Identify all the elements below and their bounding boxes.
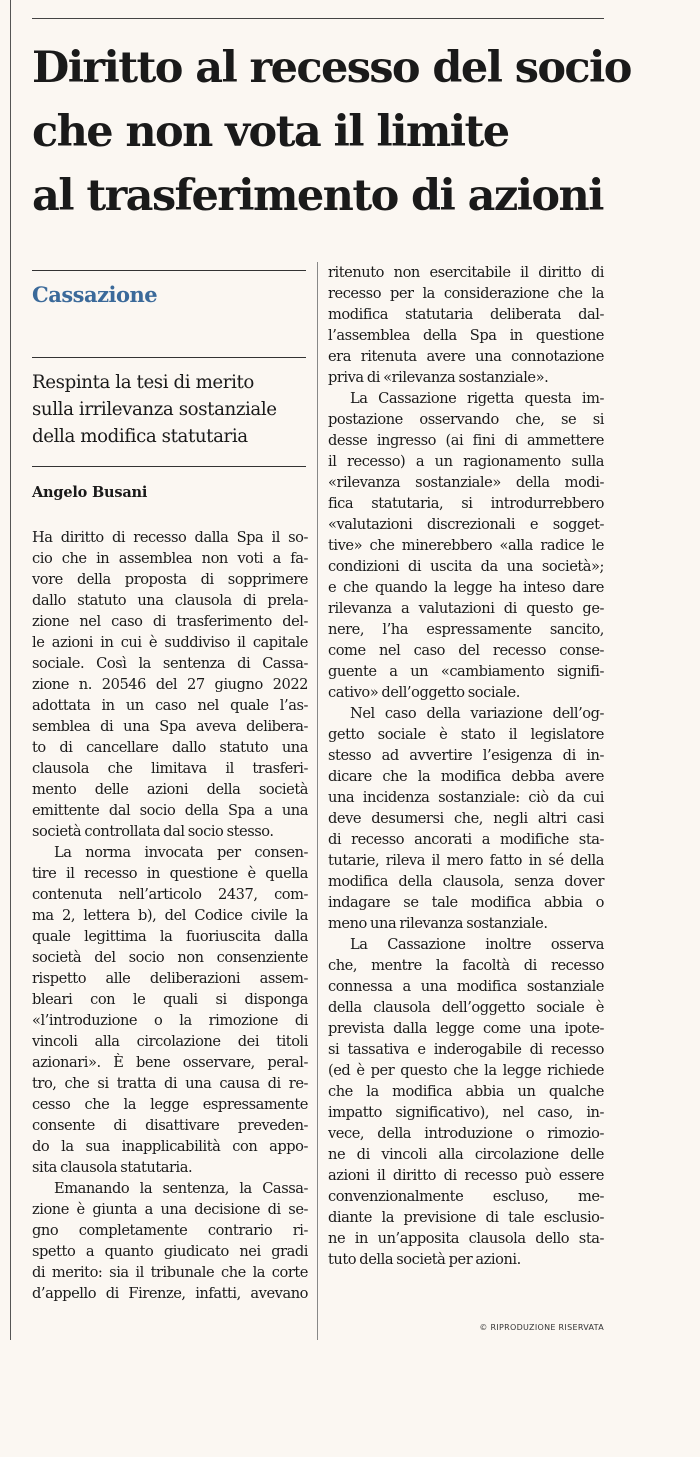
text-line: «l’introduzione o la rimozione di bbox=[32, 1012, 308, 1029]
text-line: (ed è per questo che la legge richiede bbox=[328, 1062, 604, 1079]
text-line: azioni il diritto di recesso può essere bbox=[328, 1167, 604, 1184]
text-line: cativo» dell’oggetto sociale. bbox=[328, 684, 520, 701]
text-line: semblea di una Spa aveva delibera- bbox=[32, 718, 308, 735]
author-byline: Angelo Busani bbox=[32, 484, 148, 501]
text-line: vore della proposta di sopprimere bbox=[32, 571, 308, 588]
body-column-2 bbox=[328, 262, 604, 1270]
text-line: nere, l’ha espressamente sancito, bbox=[328, 621, 604, 638]
text-line: cesso che la legge espressamente bbox=[32, 1096, 308, 1113]
text-line: «rilevanza sostanziale» della modi- bbox=[328, 474, 604, 491]
left-border-rule bbox=[10, 0, 11, 1340]
text-line: di merito: sia il tribunale che la corte bbox=[32, 1264, 308, 1281]
text-line: deve desumersi che, negli altri casi bbox=[328, 810, 604, 827]
text-line: Ha diritto di recesso dalla Spa il so- bbox=[32, 529, 308, 546]
headline bbox=[32, 36, 631, 228]
text-line: le azioni in cui è suddiviso il capitale bbox=[32, 634, 308, 651]
text-line: società del socio non consenziente bbox=[32, 949, 308, 966]
headline-line: che non vota il limite bbox=[32, 107, 509, 157]
subheadline-line: Respinta la tesi di merito bbox=[32, 372, 254, 393]
section-rule-bottom bbox=[32, 357, 306, 358]
text-line: sociale. Così la sentenza di Cassa- bbox=[32, 655, 308, 672]
text-line: zione è giunta a una decisione di se- bbox=[32, 1201, 308, 1218]
text-line: diante la previsione di tale esclusio- bbox=[328, 1209, 604, 1226]
text-line: zione n. 20546 del 27 giugno 2022 bbox=[32, 676, 308, 693]
text-line: l’assemblea della Spa in questione bbox=[328, 327, 604, 344]
text-line: di recesso ancorati a modifiche sta- bbox=[328, 831, 604, 848]
text-line: postazione osservando che, se si bbox=[328, 411, 604, 428]
text-line: La Cassazione rigetta questa im- bbox=[350, 390, 604, 407]
text-line: zione nel caso di trasferimento del- bbox=[32, 613, 308, 630]
text-line: clausola che limitava il trasferi- bbox=[32, 760, 308, 777]
text-line: dallo statuto una clausola di prela- bbox=[32, 592, 308, 609]
headline-line: Diritto al recesso del socio bbox=[32, 43, 631, 93]
subheadline bbox=[32, 369, 322, 450]
text-line: azionari». È bene osservare, peral- bbox=[32, 1054, 308, 1071]
text-line: priva di «rilevanza sostanziale». bbox=[328, 369, 549, 386]
text-line: tro, che si tratta di una causa di re- bbox=[32, 1075, 308, 1092]
text-line: ne in un’apposita clausola dello sta- bbox=[328, 1230, 604, 1247]
text-line: il recesso) a un ragionamento sulla bbox=[328, 453, 604, 470]
text-line: che, mentre la facoltà di recesso bbox=[328, 957, 604, 974]
text-line: modifica statutaria deliberata dal- bbox=[328, 306, 604, 323]
text-line: cio che in assemblea non voti a fa- bbox=[32, 550, 308, 567]
text-line: ritenuto non esercitabile il diritto di bbox=[328, 264, 604, 281]
text-line: getto sociale è stato il legislatore bbox=[328, 726, 604, 743]
text-line: meno una rilevanza sostanziale. bbox=[328, 915, 548, 932]
text-line: contenuta nell’articolo 2437, com- bbox=[32, 886, 308, 903]
top-rule bbox=[32, 18, 604, 19]
text-line: desse ingresso (ai fini di ammettere bbox=[328, 432, 604, 449]
text-line: e che quando la legge ha inteso dare bbox=[328, 579, 604, 596]
text-line: impatto significativo), nel caso, in- bbox=[328, 1104, 604, 1121]
text-line: rispetto alle deliberazioni assem- bbox=[32, 970, 308, 987]
text-line: Emanando la sentenza, la Cassa- bbox=[54, 1180, 308, 1197]
text-line: rilevanza a valutazioni di questo ge- bbox=[328, 600, 604, 617]
text-line: tire il recesso in questione è quella bbox=[32, 865, 308, 882]
text-line: d’appello di Firenze, infatti, avevano bbox=[32, 1285, 308, 1302]
text-line: società controllata dal socio stesso. bbox=[32, 823, 274, 840]
text-line: to di cancellare dallo statuto una bbox=[32, 739, 308, 756]
text-line: stesso ad avvertire l’esigenza di in- bbox=[328, 747, 604, 764]
text-line: si tassativa e inderogabile di recesso bbox=[328, 1041, 604, 1058]
text-line: ne di vincoli alla circolazione delle bbox=[328, 1146, 604, 1163]
body-column-1 bbox=[32, 527, 308, 1304]
subhead-rule bbox=[32, 466, 306, 467]
text-line: guente a un «cambiamento signifi- bbox=[328, 663, 604, 680]
text-line: La Cassazione inoltre osserva bbox=[350, 936, 604, 953]
text-line: che la modifica abbia un qualche bbox=[328, 1083, 604, 1100]
text-line: condizioni di uscita da una società»; bbox=[328, 558, 604, 575]
text-line: La norma invocata per consen- bbox=[54, 844, 308, 861]
headline-line: al trasferimento di azioni bbox=[32, 171, 603, 221]
section-rule-top bbox=[32, 270, 306, 271]
text-line: vece, della introduzione o rimozio- bbox=[328, 1125, 604, 1142]
text-line: mento delle azioni della società bbox=[32, 781, 308, 798]
text-line: sita clausola statutaria. bbox=[32, 1159, 193, 1176]
text-line: dicare che la modifica debba avere bbox=[328, 768, 604, 785]
text-line: quale legittima la fuoriuscita dalla bbox=[32, 928, 308, 945]
text-line: adottata in un caso nel quale l’as- bbox=[32, 697, 308, 714]
text-line: Nel caso della variazione dell’og- bbox=[350, 705, 604, 722]
subheadline-line: della modifica statutaria bbox=[32, 426, 248, 447]
text-line: tutarie, rileva il mero fatto in sé della bbox=[328, 852, 604, 869]
text-line: connessa a una modifica sostanziale bbox=[328, 978, 604, 995]
text-line: convenzionalmente escluso, me- bbox=[328, 1188, 604, 1205]
text-line: come nel caso del recesso conse- bbox=[328, 642, 604, 659]
text-line: consente di disattivare preveden- bbox=[32, 1117, 308, 1134]
subheadline-line: sulla irrilevanza sostanziale bbox=[32, 399, 277, 420]
text-line: vincoli alla circolazione dei titoli bbox=[32, 1033, 308, 1050]
text-line: do la sua inapplicabilità con appo- bbox=[32, 1138, 308, 1155]
section-label: Cassazione bbox=[32, 282, 158, 307]
text-line: era ritenuta avere una connotazione bbox=[328, 348, 604, 365]
text-line: emittente dal socio della Spa a una bbox=[32, 802, 308, 819]
text-line: recesso per la considerazione che la bbox=[328, 285, 604, 302]
text-line: modifica della clausola, senza dover bbox=[328, 873, 604, 890]
text-line: gno completamente contrario ri- bbox=[32, 1222, 308, 1239]
text-line: «valutazioni discrezionali e sogget- bbox=[328, 516, 604, 533]
text-line: ma 2, lettera b), del Codice civile la bbox=[32, 907, 308, 924]
text-line: indagare se tale modifica abbia o bbox=[328, 894, 604, 911]
text-line: tive» che minerebbero «alla radice le bbox=[328, 537, 604, 554]
text-line: spetto a quanto giudicato nei gradi bbox=[32, 1243, 308, 1260]
column-divider bbox=[317, 262, 318, 1340]
text-line: fica statutaria, si introdurrebbero bbox=[328, 495, 604, 512]
text-line: tuto della società per azioni. bbox=[328, 1251, 521, 1268]
copyright-notice: © RIPRODUZIONE RISERVATA bbox=[479, 1323, 604, 1332]
text-line: bleari con le quali si disponga bbox=[32, 991, 308, 1008]
text-line: prevista dalla legge come una ipote- bbox=[328, 1020, 604, 1037]
text-line: una incidenza sostanziale: ciò da cui bbox=[328, 789, 604, 806]
text-line: della clausola dell’oggetto sociale è bbox=[328, 999, 604, 1016]
